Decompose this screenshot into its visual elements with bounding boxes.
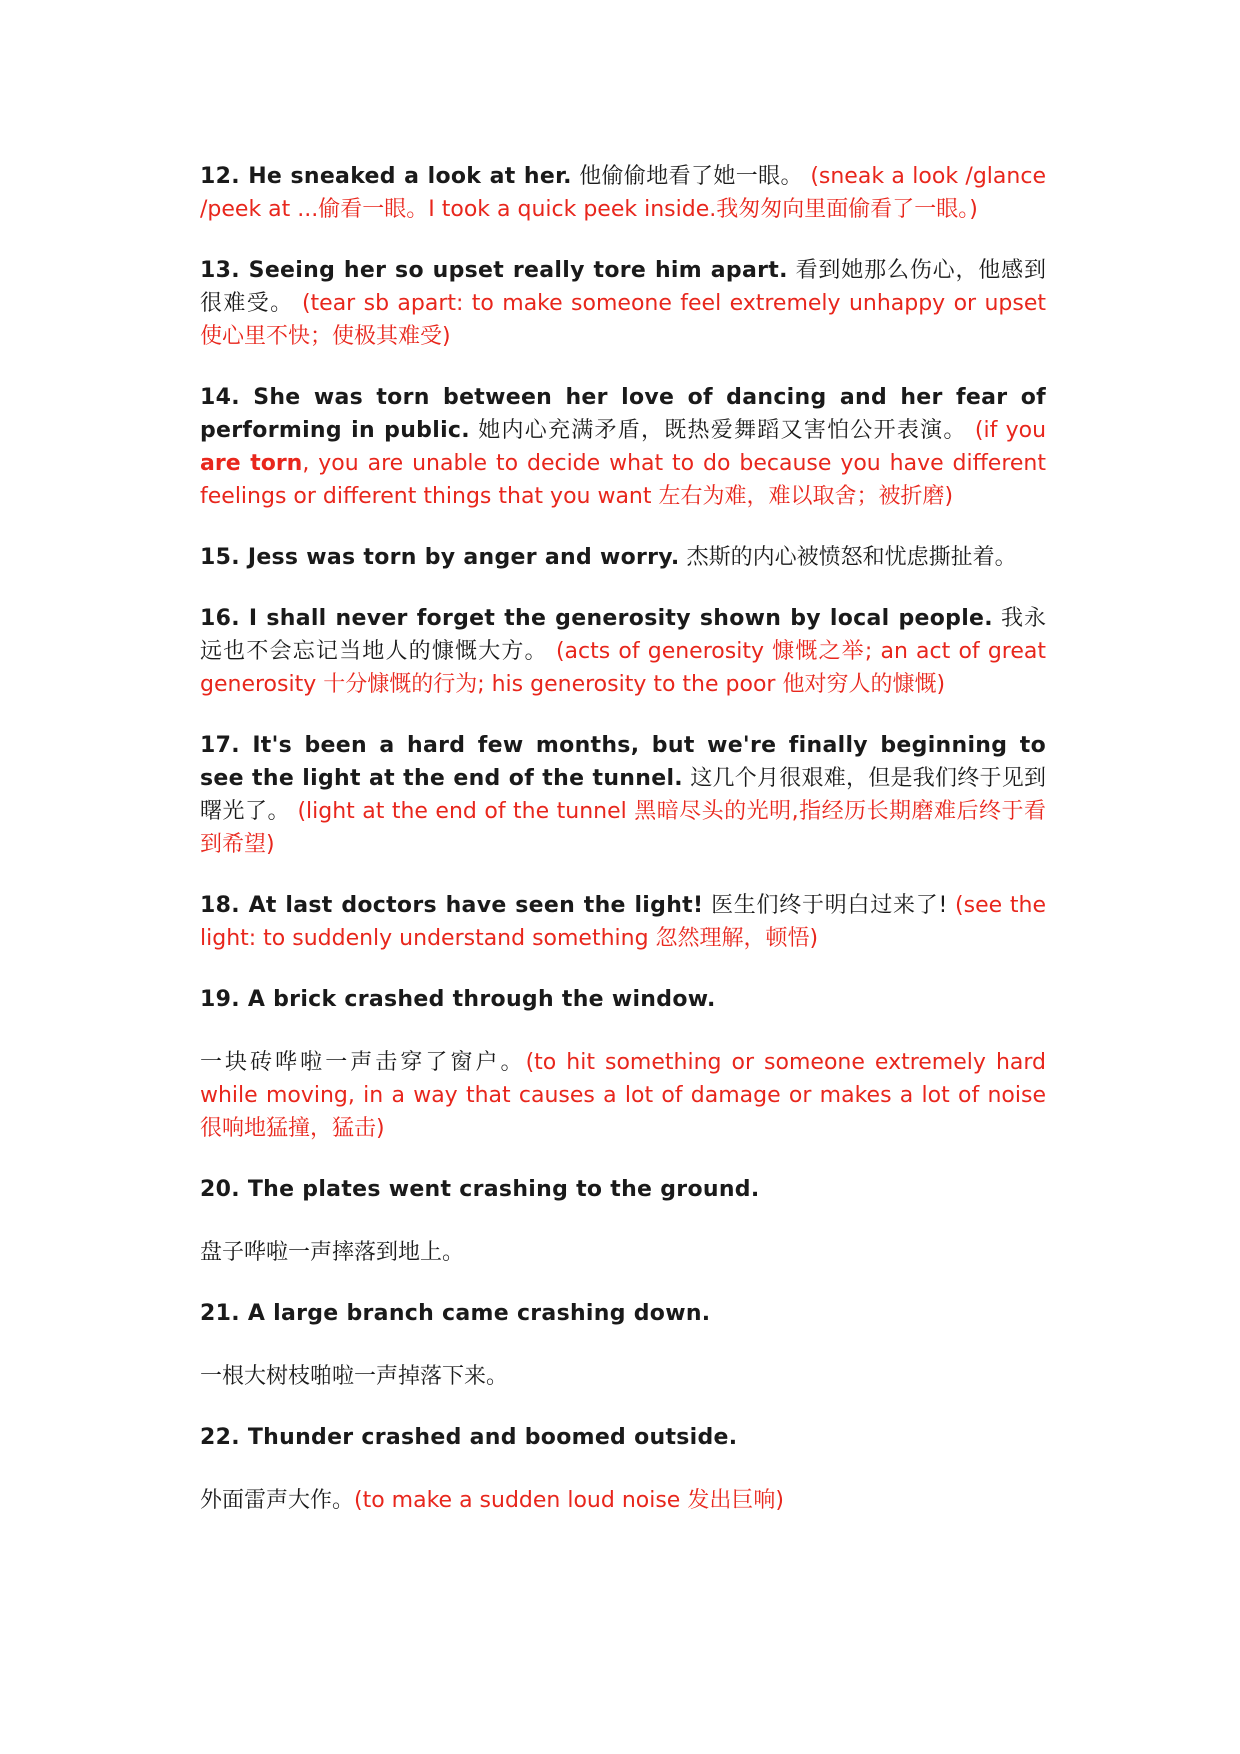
entry-chinese: 我永远也不会忘记当地人的慷慨大方。	[200, 606, 1046, 664]
entry-chinese: 外面雷声大作。	[200, 1488, 355, 1513]
entry-chinese: 一根大树枝啪啦一声掉落下来。	[200, 1364, 509, 1389]
entry-17	[200, 729, 1046, 861]
entry-chinese: 他偷偷地看了她一眼。	[579, 164, 803, 189]
entry-english: 18. At last doctors have seen the light!	[200, 893, 704, 918]
entry-note-pre: (if you	[974, 418, 1047, 443]
entry-chinese: 杰斯的内心被愤怒和忧虑撕扯着。	[686, 545, 1017, 570]
entry-16	[200, 602, 1046, 701]
entry-english: 17. It's been a hard few months, but we're finally beginning to see the light at the end of the tunnel.	[200, 733, 1046, 791]
entry-english: 16. I shall never forget the generosity shown by local people.	[200, 606, 993, 631]
entry-14	[200, 381, 1046, 513]
entry-chinese: 盘子哗啦一声摔落到地上。	[200, 1240, 465, 1265]
entry-english: 13. Seeing her so upset really tore him apart.	[200, 258, 788, 283]
entry-chinese: 医生们终于明白过来了!	[711, 893, 948, 918]
entry-translation	[200, 1484, 1046, 1517]
entry-chinese: 一块砖哗啦一声击穿了窗户。	[200, 1050, 526, 1075]
entry-18	[200, 889, 1046, 955]
entry-note: (to hit something or someone extremely hard while moving, in a way that causes a lot of damage or makes a lot of noise 很响地猛撞，猛击)	[200, 1050, 1046, 1141]
entry-note: (acts of generosity 慷慨之举; an act of great generosity 十分慷慨的行为; his generosity to the poor 他对穷人的慷慨)	[200, 639, 1046, 697]
entry-chinese: 看到她那么伤心，他感到很难受。	[200, 258, 1046, 316]
entry-english: 21. A large branch came crashing down.	[200, 1301, 711, 1326]
entry-chinese: 这几个月很艰难，但是我们终于见到曙光了。	[200, 766, 1046, 824]
entry-21	[200, 1297, 1046, 1393]
entry-15	[200, 541, 1046, 574]
entry-translation	[200, 1046, 1046, 1145]
entry-note: (light at the end of the tunnel 黑暗尽头的光明,指经历长期磨难后终于看到希望)	[200, 799, 1046, 857]
entry-english: 12. He sneaked a look at her.	[200, 164, 572, 189]
entry-note: (see the light: to suddenly understand something 忽然理解，顿悟)	[200, 893, 1047, 951]
entry-english: 15. Jess was torn by anger and worry.	[200, 545, 680, 570]
entry-13	[200, 254, 1046, 353]
entry-19	[200, 983, 1046, 1145]
entry-english: 19. A brick crashed through the window.	[200, 987, 716, 1012]
entry-note-bold: are torn	[200, 451, 303, 476]
entry-22	[200, 1421, 1046, 1517]
entry-note-post: , you are unable to decide what to do because you have different feelings or different things that you want 左右为难，难以取舍；被折磨)	[200, 451, 1046, 509]
document-page	[200, 160, 1046, 1545]
entry-chinese: 她内心充满矛盾，既热爱舞蹈又害怕公开表演。	[478, 418, 967, 443]
entry-note: (to make a sudden loud noise 发出巨响)	[354, 1488, 784, 1513]
entry-note: (tear sb apart: to make someone feel extremely unhappy or upset 使心里不快；使极其难受)	[200, 291, 1046, 349]
entry-english: 14. She was torn between her love of dancing and her fear of performing in public.	[200, 385, 1046, 443]
entry-english: 22. Thunder crashed and boomed outside.	[200, 1425, 738, 1450]
entry-20	[200, 1173, 1046, 1269]
entry-english: 20. The plates went crashing to the ground.	[200, 1177, 760, 1202]
entry-note: (sneak a look /glance /peek at ...偷看一眼。I took a quick peek inside.我匆匆向里面偷看了一眼。)	[200, 164, 1046, 222]
entry-12	[200, 160, 1046, 226]
